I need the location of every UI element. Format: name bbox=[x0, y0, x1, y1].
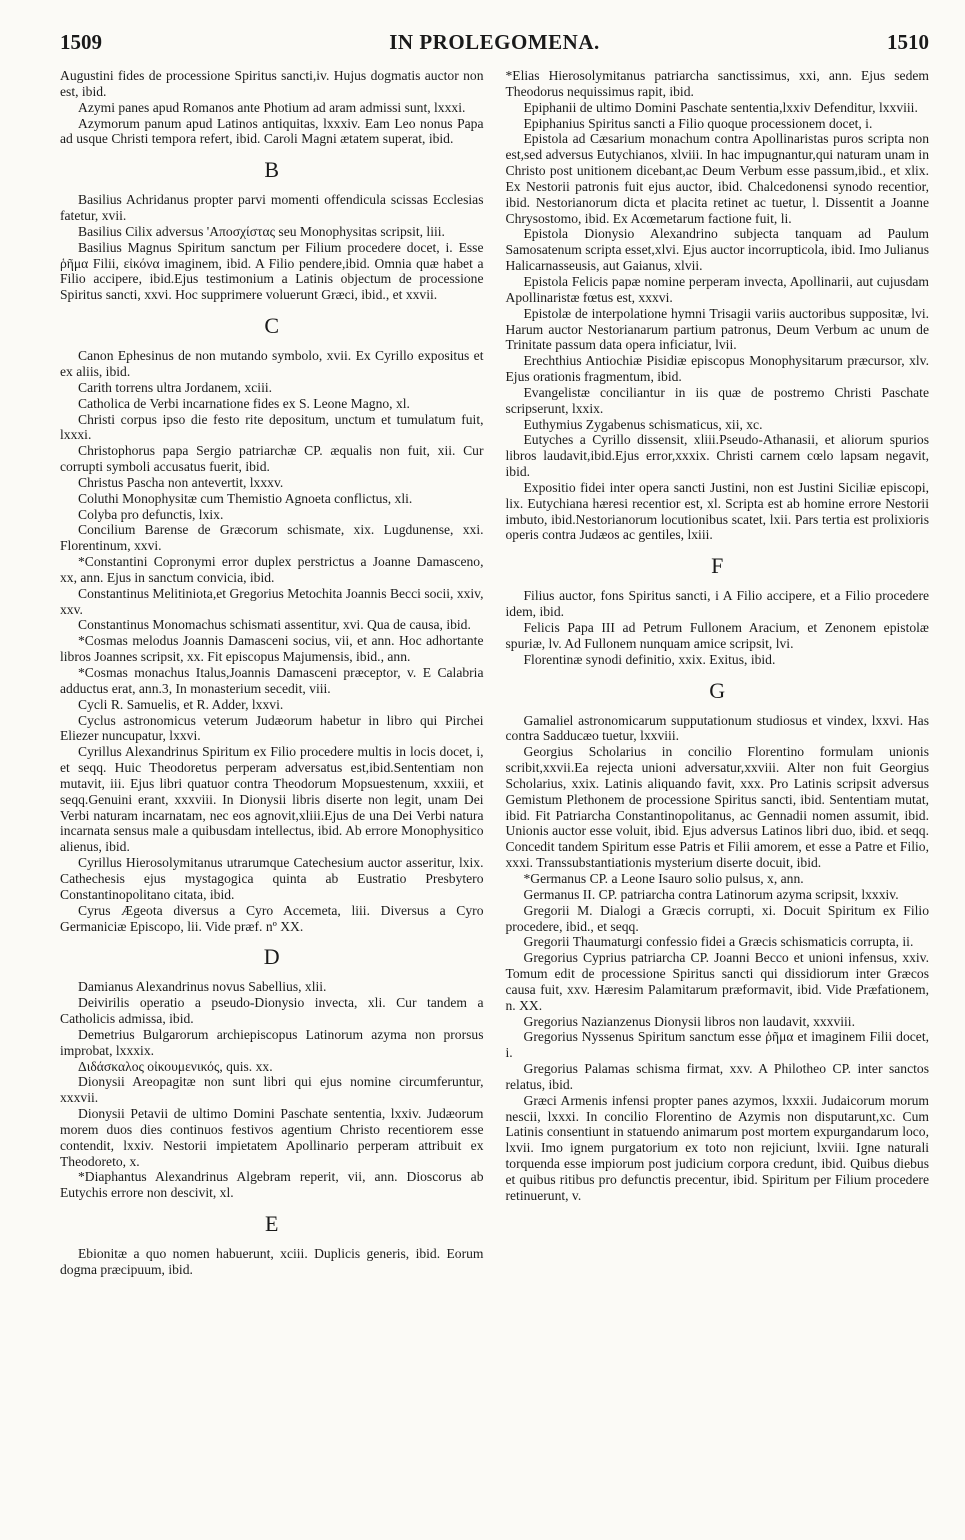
index-entry: Basilius Cilix adversus 'Αποσχίστας seu Monophysitas scripsit, liii. bbox=[78, 223, 445, 239]
right-column bbox=[506, 68, 930, 1278]
index-entry: Gregorius Palamas schisma firmat, xxv. A Philotheo CP. inter sanctos relatus, ibid. bbox=[505, 1061, 929, 1092]
index-entry: Colyba pro defunctis, lxix. bbox=[78, 506, 224, 522]
index-entry: Cyrillus Alexandrinus Spiritum ex Filio procedere multis in locis docet, i, et seqq. Huic Theodoretus perperam adversatus est,ibid.Sententiam non mutavit, iii. Ejus libri quatuor contra Theodorum Mopsuestenum, xxxiii, et seqq.Genuini erant, xxxviii. In Dionysii libris diserte non legit, unam Dei Verbi naturam incarnatam, nec eos agnovit,xliii.Ejus de una Dei Verbi natura incarnata sensus male a quibusdam intellectus, ibid. Ab errore Monophysitico alienus, ibid. bbox=[60, 744, 484, 855]
index-entry: Constantinus Melitiniota,et Gregorius Metochita Joannis Becci socii, xxiv, xxv. bbox=[60, 585, 484, 617]
index-entry: *Cosmas melodus Joannis Damasceni socius, vii, et ann. Hoc adhortante libros Joannes scripsit, xx. Fit episcopus Majumensis, ibid., ann. bbox=[60, 633, 484, 665]
left-page-number: 1509 bbox=[60, 30, 102, 54]
index-entry: Dionysii Petavii de ultimo Domini Paschate sententia, lxxiv. Judæorum morem duos dies continuos festivos agentium Christo recentiorem esse contendit, lxxiv. Nestorii impietatem Apollinario perperam attribuit ex Theodoreto, x. bbox=[60, 1106, 484, 1169]
section-letter-c: C bbox=[264, 313, 280, 339]
index-entry: *Cosmas monachus Italus,Joannis Damasceni præceptor, v. E Calabria adductus erat, ann.3, In monasterium secedit, viii. bbox=[60, 665, 484, 696]
section-letter-f: F bbox=[711, 553, 724, 579]
index-entry: Cycli R. Samuelis, et R. Adder, lxxvi. bbox=[78, 696, 284, 712]
index-entry: Basilius Magnus Spiritum sanctum per Filium procedere docet, i. Esse ῥῆμα Filii, εἰκόνα imaginem, ibid. A Filio pendere,ibid. Omnia quæ habet a Filio accipere, ibid.Ejus testimonium a Latinis objectum de processione Spiritus sancti, xxvi. Hoc supprimere voluerunt Græci, ibid., et xxvii. bbox=[60, 239, 484, 303]
index-entry: Ebionitæ a quo nomen habuerunt, xciii. Duplicis generis, ibid. Eorum dogma præcipuum, ibid. bbox=[60, 1246, 484, 1277]
index-entry: Epistola Felicis papæ nomine perperam invecta, Apollinarii, aut cujusdam Apollinaristæ fœtus est, xxxvi. bbox=[505, 273, 929, 305]
index-entry: Epistolæ de interpolatione hymni Trisagii variis auctoribus suppositæ, lvi. Harum auctor Nestorianarum partium patronus, Deum Verbum ac unum de Trinitate passum data opera inficiatur, lvii. bbox=[505, 305, 929, 353]
index-entry: Concilium Barense de Græcorum schismate, xix. Lugdunense, xxi. Florentinum, xxvi. bbox=[60, 522, 484, 554]
section-letter-e: E bbox=[265, 1211, 279, 1237]
index-entry: Filius auctor, fons Spiritus sancti, i A Filio accipere, et a Filio procedere idem, ibid. bbox=[505, 588, 929, 620]
section-letter-d: D bbox=[263, 944, 280, 970]
right-page-number: 1510 bbox=[887, 30, 929, 54]
index-entry: Demetrius Bulgarorum archiepiscopus Latinorum azyma non prorsus improbat, lxxxix. bbox=[60, 1026, 484, 1058]
index-entry: Carith torrens ultra Jordanem, xciii. bbox=[78, 379, 273, 395]
index-entry: Germanus II. CP. patriarcha contra Latinorum azyma scripsit, lxxxiv. bbox=[523, 886, 899, 902]
index-entry: *Diaphantus Alexandrinus Algebram reperit, vii, ann. Dioscorus ab Eutychis errore non descivit, xl. bbox=[60, 1169, 484, 1201]
index-entry: Evangelistæ conciliantur in iis quæ de postremo Christi Paschate scripserunt, lxxix. bbox=[505, 384, 929, 416]
index-entry: Epistola ad Cæsarium monachum contra Apollinaristas puros scripta non est,sed adversus Eutychianos, xlviii. In hac impugnantur,qui naturam unam in Christo post unitionem dicebant,ac Deum Verbum esse passum,ibid., et xlix. Ex Nestorii patronis fuit ejus auctor, ibid. Chalcedonensi synodo recentior, ibid. Nestorianorum dicta et placita retinet ac tuetur, l. Dissentit a Joanne Chrysostomo, ibid. Ex Acœmetarum factione fuit, li. bbox=[505, 131, 929, 226]
index-entry: Basilius Achridanus propter parvi momenti offendicula scissas Ecclesias fatetur, xvii. bbox=[60, 192, 484, 224]
index-entry: Gregorii Thaumaturgi confessio fidei a Græcis schismaticis corrupta, ii. bbox=[523, 934, 914, 950]
index-entry: Erechthius Antiochiæ Pisidiæ episcopus Monophysitarum præcursor, xlv. Ejus orationis fragmentum, ibid. bbox=[505, 353, 929, 385]
index-entry: Azymi panes apud Romanos ante Photium ad aram admissi sunt, lxxxi. bbox=[78, 99, 466, 115]
index-entry: *Constantini Copronymi error duplex perstrictus a Joanne Damasceno, xx, ann. Ejus in sanctum convicia, ibid. bbox=[60, 554, 484, 585]
left-column bbox=[60, 68, 484, 1278]
index-entry: Euthymius Zygabenus schismaticus, xii, xc. bbox=[523, 416, 763, 432]
index-entry: Coluthi Monophysitæ cum Themistio Agnoeta conflictus, xli. bbox=[78, 490, 413, 506]
index-entry: Epiphanii de ultimo Domini Paschate sententia,lxxiv Defenditur, lxxviii. bbox=[523, 99, 918, 115]
section-letter-g: G bbox=[709, 677, 726, 703]
index-entry: Azymorum panum apud Latinos antiquitas, lxxxiv. Eam Leo nonus Papa ad usque Christi tempora refert, ibid. Caroli Magni ætatem superat, ibid. bbox=[60, 115, 484, 147]
index-entry: Catholica de Verbi incarnatione fides ex S. Leone Magno, xl. bbox=[78, 395, 410, 411]
index-entry: Epistola Dionysio Alexandrino subjecta tanquam ad Paulum Samosatenum scripta esset,xlvi. Ejus auctor incorrupticola, ibid. Imo Julianus Halicarnasseusis, aut Gaianus, xlvii. bbox=[505, 226, 929, 274]
index-entry: Gregorii M. Dialogi a Græcis corrupti, xi. Docuit Spiritum ex Filio procedere, ibid., et seqq. bbox=[505, 902, 929, 934]
index-entry: Cyrus Ægeota diversus a Cyro Accemeta, liii. Diversus a Cyro Germaniciæ Episcopo, lii. Vide præf. nº XX. bbox=[60, 902, 484, 934]
index-entry: Christi corpus ipso die festo rite depositum, unctum et tumulatum fuit, lxxxi. bbox=[60, 411, 484, 443]
index-entry: Georgius Scholarius in concilio Florentino formulam unionis scribit,xxvii.Ea rejecta unioni adversatur,xxviii. Alter non fuit Georgius Scholarius, xxix. Latinis aliquando favit, xxx. Pro Latinis scripsit adversus Gemistum Plethonem de processione Spiritus sancti, ibid. Sententiam mutat, ibid. Fit Patriarcha Constantinopolitanus, ac Gennadii nomen assumit, ibid. Unionis auctor esse voluit, ibid. Ejus adversus Latinos libri duo, ibid. et seqq. Concedit tandem Spiritum esse Patris et Filii amorem, et esse a Patre et Filio, xxxi. Transsubstantiationis mysterium diserte docuit, ibid. bbox=[505, 744, 929, 871]
index-entry: Expositio fidei inter opera sancti Justini, non est Justini Siciliæ episcopi, lix. Eutychiana hæresi recentior est, xl. Scripta est ab homine errore Nestorii imbuto, ibid.Nestorianorum locutionibus scatet, lxii. Pars tertia est prolixioris operis contra Judæos ac gentiles, lxiii. bbox=[505, 479, 929, 543]
index-entry: Διδάσκαλος οἰκουμενικός, quis. xx. bbox=[78, 1058, 273, 1074]
index-entry: Damianus Alexandrinus novus Sabellius, xlii. bbox=[78, 979, 327, 995]
section-letter-b: B bbox=[264, 157, 280, 183]
index-entry: Græci Armenis infensi propter panes azymos, lxxxii. Judaicorum morum nescii, lxxxi. In concilio Florentino de Azymis non disputarunt,xc. Cum Latinis consentiunt in statuendo animarum post mortem expurgandarum loco, lxvii. Imo ignem purgatorium ex toto non rejiciunt, lxviii. Igne naturali torquenda esse impiorum post judicium corpora credunt, ibid. Quibus diebus et quibus ritibus pro defunctis precentur, ibid. Spiritum per Filium procedere retinuerunt, v. bbox=[505, 1092, 929, 1203]
index-entry: Eutyches a Cyrillo dissensit, xliii.Pseudo-Athanasii, et aliorum spurios libros laudavit,ibid.Ejus error,xxxix. Christi carnem cœlo lapsam negavit, ibid. bbox=[505, 432, 929, 480]
page-header bbox=[60, 30, 929, 60]
index-entry: Deivirilis operatio a pseudo-Dionysio invecta, xli. Cur tandem a Catholicis admissa, ibid. bbox=[60, 995, 484, 1027]
index-entry: Gamaliel astronomicarum supputationum studiosus et vindex, lxxvi. Has contra Sadducæo tuetur, lxxviii. bbox=[505, 712, 929, 744]
index-entry: Cyrillus Hierosolymitanus utrarumque Catechesium auctor asseritur, lxix. Cathechesis ejus mystagogica quinta ab Eustratio Presbytero Constantinopolitano citata, ibid. bbox=[60, 855, 484, 902]
index-entry: Canon Ephesinus de non mutando symbolo, xvii. Ex Cyrillo expositus et ex aliis, ibid. bbox=[60, 348, 484, 379]
index-entry: Dionysii Areopagitæ non sunt libri qui ejus nomine circumferuntur, xxxvii. bbox=[60, 1074, 484, 1106]
index-entry: Gregorius Cyprius patriarcha CP. Joanni Becco et unioni infensus, xxiv. Tomum edit de processione Spiritus sancti qui dissidiorum inter Græcos causa fuit, xxv. Hæresim Palamitarum præformavit, ibid. Vide Præfationem, n. XX. bbox=[505, 950, 929, 1013]
index-columns bbox=[60, 68, 929, 1278]
index-entry: *Elias Hierosolymitanus patriarcha sanctissimus, xxi, ann. Ejus sedem Theodorus nequissimus rapit, ibid. bbox=[505, 68, 929, 99]
index-entry: Christophorus papa Sergio patriarchæ CP. æqualis non fuit, xii. Cur corrupti symboli accusatus fuerit, ibid. bbox=[60, 443, 484, 475]
index-entry: *Germanus CP. a Leone Isauro solio pulsus, x, ann. bbox=[523, 870, 804, 886]
index-entry: Cyclus astronomicus veterum Judæorum habetur in libro qui Pirchei Eliezer nuncupatur, lxxvi. bbox=[60, 712, 484, 744]
index-entry: Augustini fides de processione Spiritus sancti,iv. Hujus dogmatis auctor non est, ibid. bbox=[60, 68, 484, 99]
index-entry: Felicis Papa III ad Petrum Fullonem Aracium, et Zenonem epistolæ spuriæ, lv. Ad Fullonem nunquam amice scripsit, lvi. bbox=[505, 620, 929, 651]
index-entry: Florentinæ synodi definitio, xxix. Exitus, ibid. bbox=[523, 651, 776, 667]
index-entry: Christus Pascha non antevertit, lxxxv. bbox=[78, 474, 284, 490]
page-title: IN PROLEGOMENA. bbox=[389, 30, 600, 54]
index-entry: Epiphanius Spiritus sancti a Filio quoque processionem docet, i. bbox=[523, 115, 873, 131]
index-entry: Constantinus Monomachus schismati assentitur, xvi. Qua de causa, ibid. bbox=[78, 617, 471, 633]
index-entry: Gregorius Nyssenus Spiritum sanctum esse ῥῆμα et imaginem Filii docet, i. bbox=[505, 1029, 929, 1061]
index-entry: Gregorius Nazianzenus Dionysii libros non laudavit, xxxviii. bbox=[523, 1013, 855, 1029]
